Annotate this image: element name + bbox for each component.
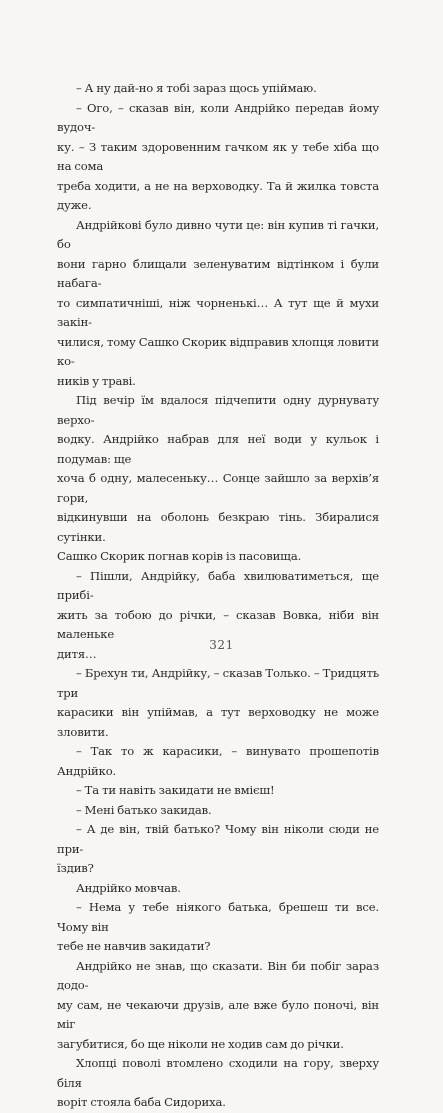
paragraph: Андрійко не знав, що сказати. Він би побіг зараз додо- му сам, не чекаючи друзів, але вже було поночі, він міг загубитися, бо ще ніколи не ходив сам до річки. — [57, 958, 379, 1051]
paragraph: – Та ти навіть закидати не вмієш! — [76, 783, 275, 797]
paragraph: Під вечір їм вдалося підчепити одну дурнувату верхо- водку. Андрійко набрав для неї води у кульок і подумав: ще хоча б одну, малесеньку… Сонце зайшло за верхів’я гори, відкинувши на оболонь безкраю тінь. Збиралися сутінки. Сашко Скорик погнав корів із пасовища. — [57, 393, 379, 563]
paragraph: Андрійкові було дивно чути це: він купив ті гачки, бо вони гарно блищали зеленуватим відтінком і були набага- то симпатичніші, ніж чорненькі… А тут ще й мухи закін- чилися, тому Сашко Скорик відправив хлопця ловити ко- ників у траві. — [57, 217, 379, 388]
page-number: 321 — [209, 638, 234, 652]
paragraph: – Ого, – сказав він, коли Андрійко передав йому вудоч- ку. – З таким здоровенним гачком як у тебе хіба що на сома треба ходити, а не на верховодку. Та й жилка товста дуже. — [57, 100, 379, 212]
paragraph: – Брехун ти, Андрійку, – сказав Только. – Тридцять три карасики він упіймав, а тут верховодку не може зловити. — [57, 666, 379, 739]
paragraph: Хлопці поволі втомлено сходили на гору, зверху біля воріт стояла баба Сидориха. — [57, 1056, 379, 1109]
paragraph: Андрійко мовчав. — [76, 880, 181, 895]
paragraph: – Пішли, Андрійку, баба хвилюватиметься, ще прибі- жить за тобою до річки, – сказав Вовка, ніби він маленьке дитя… — [57, 568, 379, 661]
paragraph: – А де він, твій батько? Чому він ніколи сюди не при- їздив? — [57, 822, 379, 875]
paragraph: – А ну дай-но я тобі зараз щось упіймаю. — [76, 81, 317, 95]
paragraph: – Нема у тебе ніякого батька, брешеш ти все. Чому він тебе не навчив закидати? — [57, 900, 379, 953]
paragraph: – Мені батько закидав. — [76, 802, 212, 817]
paragraph: – Так то ж карасики, – винувато прошепотів Андрійко. — [57, 744, 379, 778]
body-text — [57, 79, 379, 1113]
